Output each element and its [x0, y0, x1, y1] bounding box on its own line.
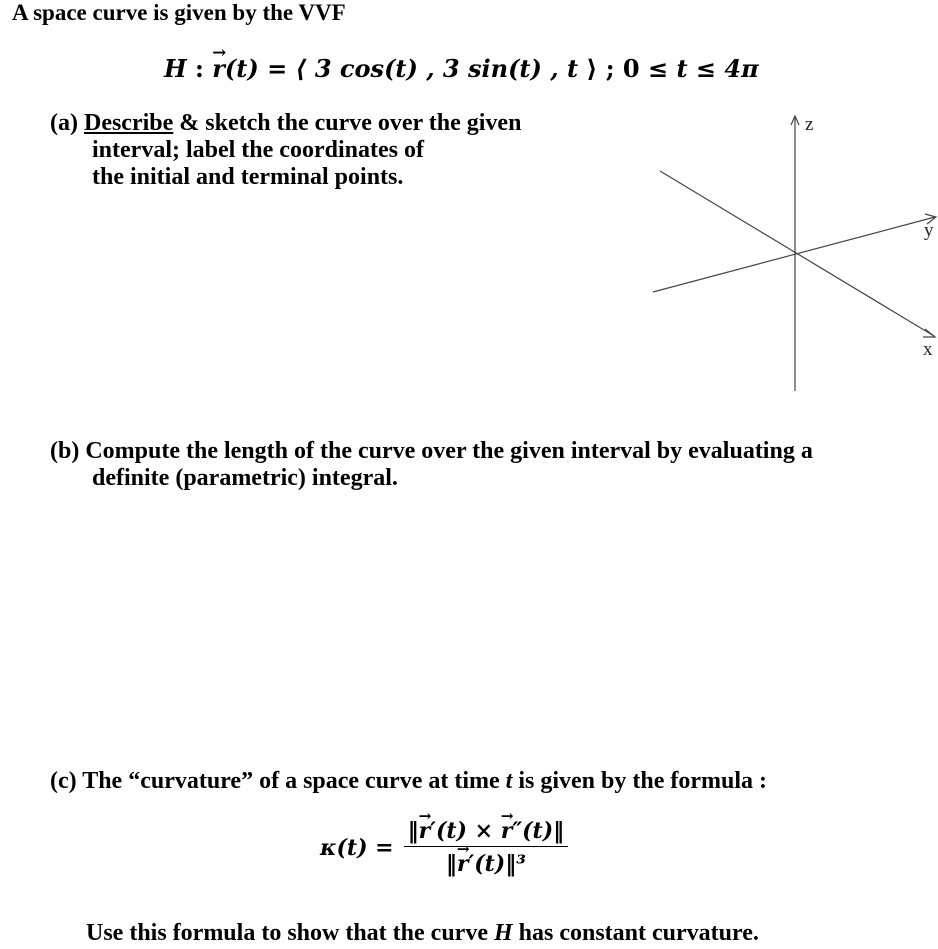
den-end: ′(t)‖³ [468, 851, 526, 877]
cos-fn: cos [339, 54, 385, 83]
part-c-start: (c) The “curvature” of a space curve at time [50, 768, 506, 794]
kappa-arg: (t) = [336, 834, 394, 861]
part-a-line-3: the initial and terminal points. [92, 164, 404, 190]
den-open: ‖ [445, 851, 457, 877]
conclusion-start: Use this formula to show that the curve [86, 920, 494, 946]
cos-arg: (t) , 3 [384, 54, 468, 83]
x-axis-label: x [923, 339, 933, 360]
curvature-fraction [404, 818, 569, 877]
part-c-t: t [505, 768, 513, 794]
vector-r: → r [212, 54, 225, 83]
part-b-line-2: definite (parametric) integral. [92, 465, 398, 491]
num-vector-r1: → r [419, 818, 431, 844]
part-a-line-1-rest: & sketch the curve over the given [173, 110, 522, 136]
num-end: ″(t)‖ [512, 818, 565, 844]
conclusion-curve-name: H [493, 920, 513, 946]
curvature-formula [320, 818, 568, 877]
part-a [50, 110, 521, 191]
x-axis [660, 171, 934, 336]
problem-heading: A space curve is given by the VVF [12, 0, 346, 25]
vvf-close: ⟩ ; 0 ≤ [578, 54, 677, 83]
conclusion-end: has constant curvature. [512, 920, 759, 946]
vvf-definition [164, 54, 759, 83]
part-b [50, 438, 813, 492]
num-vector-r2: → r [501, 818, 513, 844]
part-b-line-1: (b) Compute the length of the curve over the given interval by evaluating a [50, 438, 813, 464]
y-axis [653, 217, 935, 292]
t-component: t [566, 54, 579, 83]
den-vector-r: → r [457, 851, 469, 877]
kappa-symbol: κ [320, 834, 337, 861]
fraction-numerator [404, 818, 569, 847]
num-mid: ′(t) × [430, 818, 501, 844]
part-c [50, 768, 767, 795]
3d-axes-diagram [640, 105, 938, 400]
fraction-denominator [442, 847, 530, 877]
kappa-lhs [320, 835, 394, 861]
part-c-end: is given by the formula : [512, 768, 768, 794]
sin-arg: (t) , [508, 54, 567, 83]
part-a-line-2: interval; label the coordinates of [92, 137, 424, 163]
vvf-arg: (t) = ⟨ 3 [224, 54, 340, 83]
z-axis-label: z [805, 114, 814, 135]
conclusion-text [86, 920, 759, 947]
curve-name: H [164, 54, 187, 83]
num-open: ‖ [407, 818, 419, 844]
describe-word: Describe [83, 110, 174, 136]
t-variable: t [676, 54, 688, 83]
upper-bound: ≤ 4π [687, 54, 759, 83]
y-axis-label: y [924, 220, 934, 241]
part-a-label: (a) [50, 110, 84, 136]
vvf-colon: : [195, 54, 204, 83]
sin-fn: sin [467, 54, 509, 83]
part-a-line-1 [50, 110, 521, 137]
